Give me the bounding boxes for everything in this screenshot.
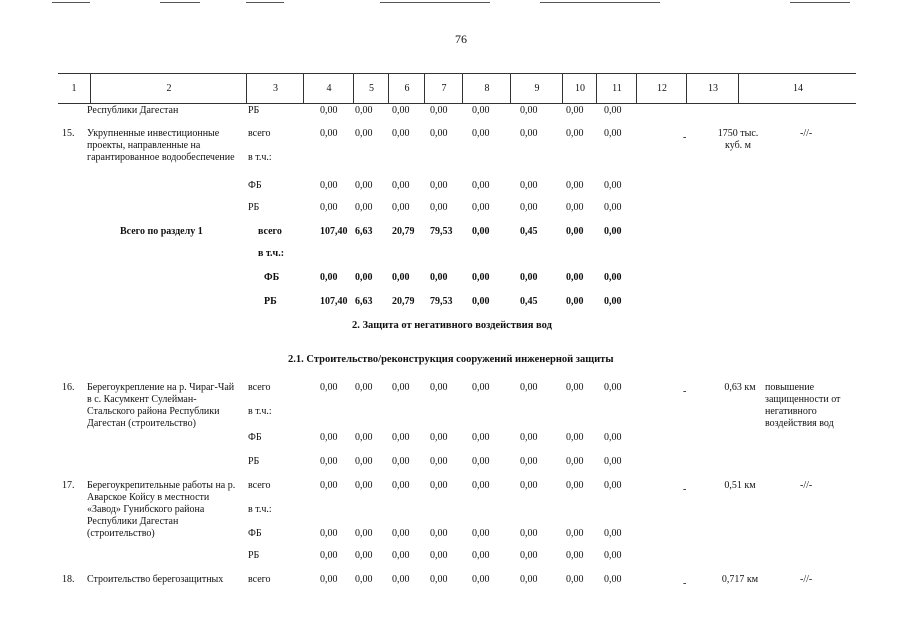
capacity-cell: 1750 тыс. куб. м <box>717 128 759 151</box>
section-2-1-title: 2.1. Строительство/реконструкция сооружений инженерной защиты <box>288 354 614 365</box>
value-cell: 0,00 <box>392 105 410 116</box>
col12-cell: - <box>683 132 687 143</box>
value-cell: 0,00 <box>566 432 584 443</box>
header-col-8: 8 <box>462 74 511 103</box>
value-cell: 0,00 <box>604 550 622 561</box>
value-cell: 0,00 <box>520 550 538 561</box>
value-cell: 0,00 <box>472 226 490 237</box>
value-cell: 20,79 <box>392 296 415 307</box>
section-total-label: Всего по разделу 1 <box>120 226 203 237</box>
value-cell: 0,00 <box>392 528 410 539</box>
value-cell: 0,00 <box>430 180 448 191</box>
value-cell: 0,00 <box>320 456 338 467</box>
value-cell: 0,00 <box>320 202 338 213</box>
header-col-1: 1 <box>71 83 77 94</box>
capacity-cell: 0,51 км <box>724 480 756 491</box>
value-cell: 0,00 <box>520 128 538 139</box>
funding-type: РБ <box>248 202 260 213</box>
value-cell: 0,00 <box>604 456 622 467</box>
value-cell: 0,00 <box>320 382 338 393</box>
funding-type: в т.ч.: <box>248 152 272 163</box>
result-cell: повышение защищенности от негативного воздействия вод <box>765 382 841 429</box>
value-cell: 0,45 <box>520 296 538 307</box>
value-cell: 0,00 <box>392 202 410 213</box>
header-col-3: 3 <box>246 74 304 103</box>
row-number: 16. <box>62 382 75 393</box>
value-cell: 0,00 <box>566 382 584 393</box>
funding-type: всего <box>258 226 282 237</box>
value-cell: 0,00 <box>355 382 373 393</box>
value-cell: 0,00 <box>472 128 490 139</box>
item-name: Укрупненные инвестиционные проекты, направленные на гарантированное водообеспечение <box>87 128 235 163</box>
value-cell: 0,00 <box>355 456 373 467</box>
value-cell: 79,53 <box>430 296 453 307</box>
item-name: Строительство берегозащитных <box>87 574 224 585</box>
value-cell: 0,00 <box>320 180 338 191</box>
value-cell: 0,00 <box>520 180 538 191</box>
value-cell: 79,53 <box>430 226 453 237</box>
value-cell: 0,00 <box>604 105 622 116</box>
value-cell: 0,00 <box>430 128 448 139</box>
funding-type: ФБ <box>248 528 262 539</box>
value-cell: 0,00 <box>520 528 538 539</box>
value-cell: 0,00 <box>355 105 373 116</box>
top-rule <box>52 2 90 3</box>
value-cell: 0,00 <box>355 432 373 443</box>
value-cell: 0,00 <box>472 180 490 191</box>
value-cell: 0,00 <box>430 456 448 467</box>
funding-type: всего <box>248 128 271 139</box>
value-cell: 0,00 <box>566 480 584 491</box>
header-col-12: 12 <box>636 74 687 103</box>
header-col-13: 13 <box>686 74 739 103</box>
value-cell: 0,00 <box>320 432 338 443</box>
header-col-11: 11 <box>596 74 637 103</box>
value-cell: 0,00 <box>320 528 338 539</box>
row-number: 17. <box>62 480 75 491</box>
value-cell: 0,00 <box>472 574 490 585</box>
funding-type: ФБ <box>264 272 280 283</box>
item-name: Республики Дагестан <box>87 105 179 116</box>
value-cell: 0,00 <box>472 432 490 443</box>
header-col-6: 6 <box>388 74 425 103</box>
funding-type: всего <box>248 480 271 491</box>
top-rule <box>540 2 660 3</box>
value-cell: 0,00 <box>604 382 622 393</box>
value-cell: 0,00 <box>472 105 490 116</box>
value-cell: 0,00 <box>392 574 410 585</box>
value-cell: 107,40 <box>320 226 348 237</box>
value-cell: 0,00 <box>355 272 373 283</box>
value-cell: 0,00 <box>392 180 410 191</box>
value-cell: 0,00 <box>472 550 490 561</box>
value-cell: 0,00 <box>566 574 584 585</box>
top-rule <box>380 2 490 3</box>
page-number: 76 <box>455 32 467 46</box>
value-cell: 0,00 <box>604 128 622 139</box>
value-cell: 0,00 <box>520 480 538 491</box>
section-2-title: 2. Защита от негативного воздействия вод <box>352 320 552 331</box>
value-cell: 0,00 <box>430 272 448 283</box>
value-cell: 0,45 <box>520 226 538 237</box>
col12-cell: - <box>683 386 687 397</box>
value-cell: 0,00 <box>430 480 448 491</box>
header-col-2: 2 <box>90 74 247 103</box>
value-cell: 0,00 <box>566 456 584 467</box>
value-cell: 0,00 <box>355 202 373 213</box>
value-cell: 0,00 <box>472 382 490 393</box>
value-cell: 0,00 <box>520 574 538 585</box>
value-cell: 0,00 <box>566 202 584 213</box>
header-col-10: 10 <box>562 74 597 103</box>
funding-type: РБ <box>248 105 260 116</box>
value-cell: 0,00 <box>604 202 622 213</box>
value-cell: 0,00 <box>520 105 538 116</box>
table-header <box>58 73 856 104</box>
value-cell: 0,00 <box>472 272 490 283</box>
value-cell: 0,00 <box>430 574 448 585</box>
value-cell: 0,00 <box>355 574 373 585</box>
value-cell: 0,00 <box>392 382 410 393</box>
result-cell: -//- <box>800 128 813 139</box>
value-cell: 0,00 <box>392 432 410 443</box>
value-cell: 0,00 <box>604 226 622 237</box>
value-cell: 0,00 <box>566 550 584 561</box>
value-cell: 0,00 <box>392 272 410 283</box>
value-cell: 20,79 <box>392 226 415 237</box>
value-cell: 0,00 <box>355 550 373 561</box>
value-cell: 0,00 <box>566 105 584 116</box>
funding-type: в т.ч.: <box>258 248 285 259</box>
value-cell: 0,00 <box>520 272 538 283</box>
value-cell: 0,00 <box>604 296 622 307</box>
value-cell: 107,40 <box>320 296 348 307</box>
funding-type: ФБ <box>248 180 262 191</box>
value-cell: 0,00 <box>472 480 490 491</box>
value-cell: 0,00 <box>392 480 410 491</box>
value-cell: 0,00 <box>320 272 338 283</box>
value-cell: 0,00 <box>472 202 490 213</box>
value-cell: 0,00 <box>472 296 490 307</box>
funding-type: РБ <box>248 550 260 561</box>
value-cell: 0,00 <box>604 180 622 191</box>
value-cell: 0,00 <box>566 226 584 237</box>
header-col-4: 4 <box>303 74 354 103</box>
item-name: Берегоукрепление на р. Чираг-Чай в с. Касумкент Сулейман-Стальского района Республики Дагестан (строительство) <box>87 382 235 429</box>
value-cell: 0,00 <box>604 528 622 539</box>
value-cell: 0,00 <box>320 480 338 491</box>
item-name: Берегоукрепительные работы на р. Аварское Койсу в местности «Завод» Гунибского района Республики Дагестан (строительство) <box>87 480 236 539</box>
value-cell: 0,00 <box>320 550 338 561</box>
value-cell: 0,00 <box>520 432 538 443</box>
value-cell: 0,00 <box>320 105 338 116</box>
value-cell: 0,00 <box>520 382 538 393</box>
value-cell: 0,00 <box>520 456 538 467</box>
value-cell: 0,00 <box>392 128 410 139</box>
value-cell: 0,00 <box>320 574 338 585</box>
value-cell: 0,00 <box>355 128 373 139</box>
value-cell: 0,00 <box>430 202 448 213</box>
value-cell: 0,00 <box>430 550 448 561</box>
top-rule <box>246 2 284 3</box>
funding-type: РБ <box>264 296 277 307</box>
value-cell: 0,00 <box>604 480 622 491</box>
funding-type: в т.ч.: <box>248 504 272 515</box>
value-cell: 0,00 <box>520 202 538 213</box>
value-cell: 0,00 <box>472 456 490 467</box>
funding-type: всего <box>248 382 271 393</box>
value-cell: 6,63 <box>355 226 373 237</box>
value-cell: 0,00 <box>430 528 448 539</box>
value-cell: 0,00 <box>472 528 490 539</box>
header-col-5: 5 <box>353 74 389 103</box>
row-number: 15. <box>62 128 75 139</box>
value-cell: 0,00 <box>604 574 622 585</box>
result-cell: -//- <box>800 480 813 491</box>
value-cell: 0,00 <box>430 382 448 393</box>
value-cell: 0,00 <box>566 180 584 191</box>
top-rule <box>790 2 850 3</box>
result-cell: -//- <box>800 574 813 585</box>
top-rule <box>160 2 200 3</box>
value-cell: 0,00 <box>392 456 410 467</box>
col12-cell: - <box>683 484 687 495</box>
value-cell: 0,00 <box>566 128 584 139</box>
value-cell: 0,00 <box>430 432 448 443</box>
header-col-9: 9 <box>510 74 563 103</box>
value-cell: 0,00 <box>392 550 410 561</box>
value-cell: 0,00 <box>566 272 584 283</box>
capacity-cell: 0,63 км <box>724 382 756 393</box>
funding-type: РБ <box>248 456 260 467</box>
value-cell: 0,00 <box>604 272 622 283</box>
value-cell: 0,00 <box>566 296 584 307</box>
value-cell: 0,00 <box>430 105 448 116</box>
value-cell: 6,63 <box>355 296 373 307</box>
header-col-14: 14 <box>738 74 857 103</box>
row-number: 18. <box>62 574 75 585</box>
value-cell: 0,00 <box>355 180 373 191</box>
funding-type: в т.ч.: <box>248 406 272 417</box>
value-cell: 0,00 <box>566 528 584 539</box>
header-col-7: 7 <box>424 74 463 103</box>
col12-cell: - <box>683 578 687 589</box>
funding-type: ФБ <box>248 432 262 443</box>
funding-type: всего <box>248 574 271 585</box>
value-cell: 0,00 <box>604 432 622 443</box>
value-cell: 0,00 <box>355 528 373 539</box>
value-cell: 0,00 <box>355 480 373 491</box>
capacity-cell: 0,717 км <box>721 574 759 585</box>
value-cell: 0,00 <box>320 128 338 139</box>
